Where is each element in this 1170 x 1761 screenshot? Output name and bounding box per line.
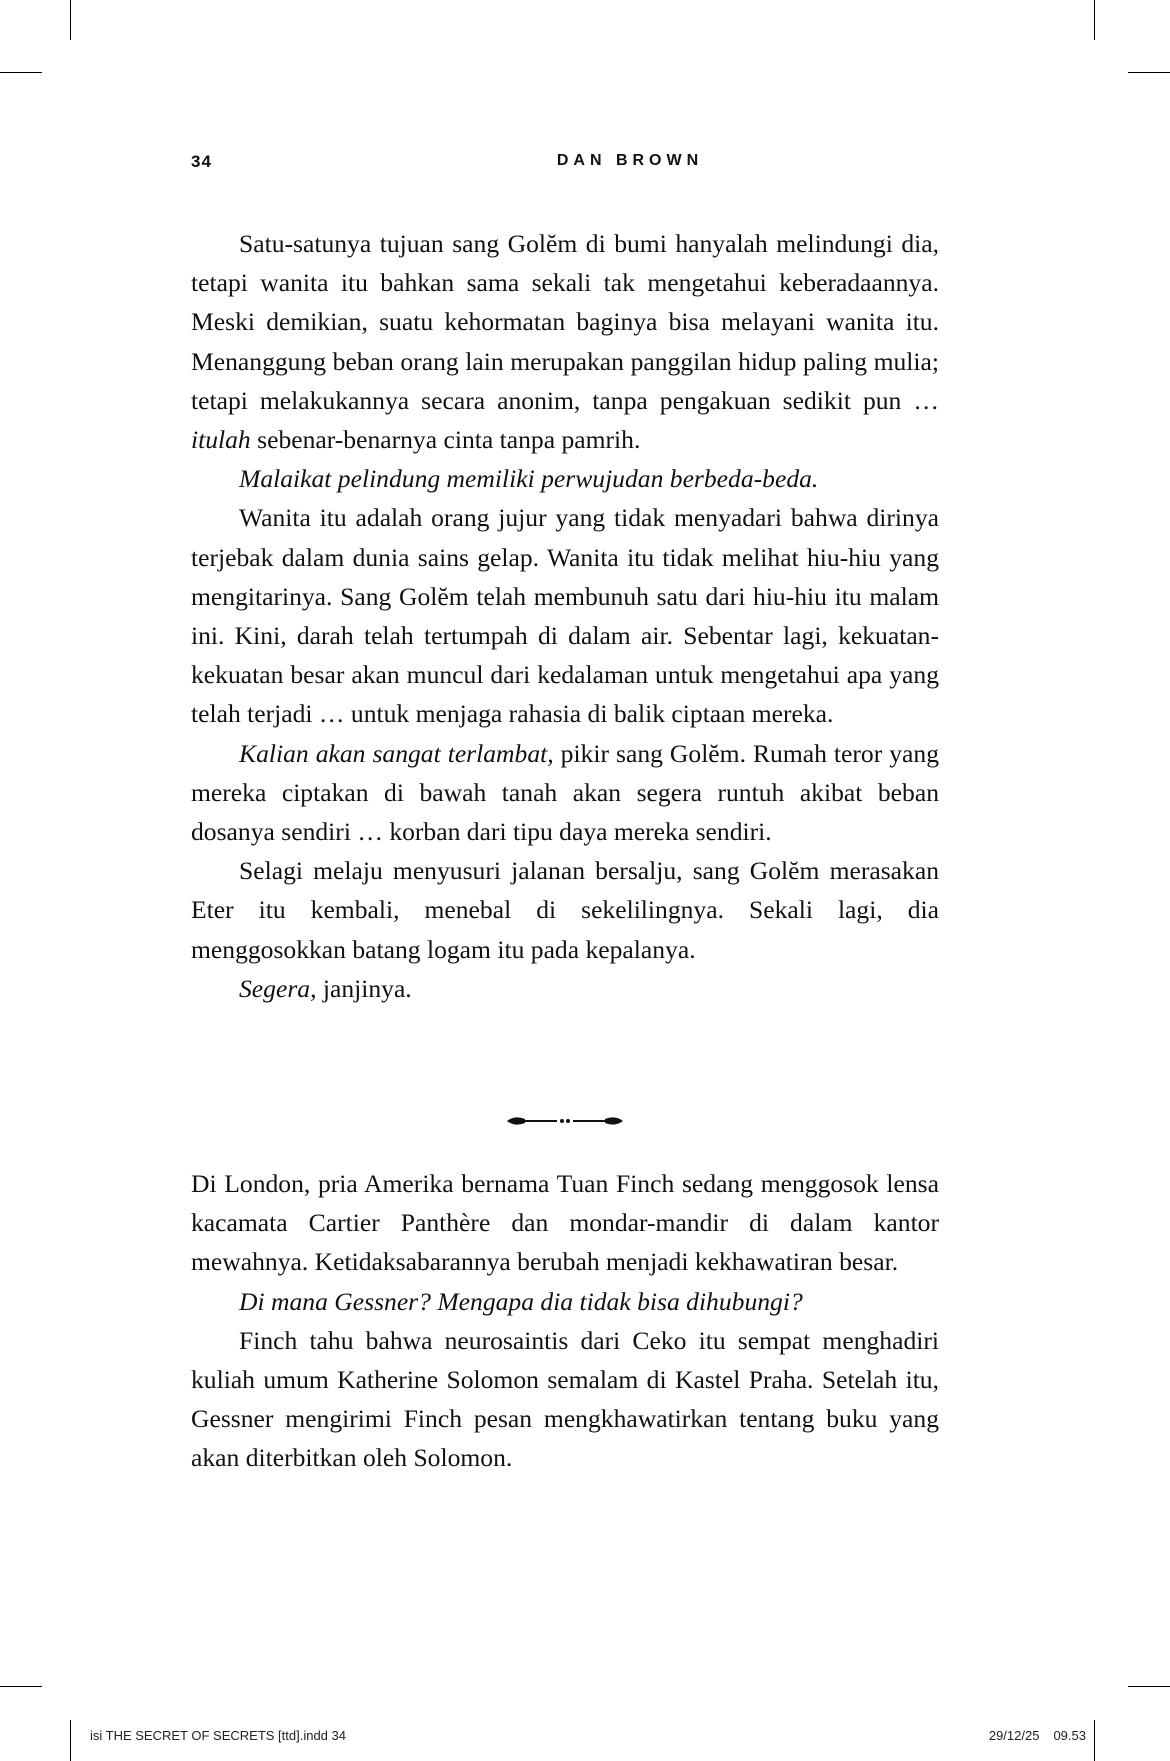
crop-mark-top-left-h: [0, 72, 42, 73]
italic-text: Segera,: [239, 973, 317, 1003]
paragraph: [191, 734, 939, 852]
text-block-london: [191, 1164, 939, 1478]
text-run: Satu-satunya tujuan sang Golĕm di bumi hanyalah melindungi dia, tetapi wanita itu bahkan sama sekali tak mengetahui keberadaannya. Meski demikian, suatu kehormatan baginya bisa melayani wanita itu. Menanggung beban orang lain merupakan panggilan hidup paling mulia; tetapi melakukannya secara anonim, tanpa pengakuan sedikit pun …: [191, 229, 939, 415]
crop-mark-bottom-right-h: [1128, 1686, 1170, 1687]
paragraph: [191, 224, 939, 459]
text-run: Selagi melaju menyusuri jalanan bersalju, sang Golĕm merasakan Eter itu kembali, menebal di sekelilingnya. Sekali lagi, dia menggosokkan batang logam itu pada kepalanya.: [191, 856, 939, 964]
text-run: Finch tahu bahwa neurosaintis dari Ceko itu sempat menghadiri kuliah umum Katherine Solomon semalam di Kastel Praha. Setelah itu, Gessner mengirimi Finch pesan mengkhawatirkan tentang buku yang akan diterbitkan oleh Solomon.: [191, 1325, 939, 1473]
text-run: sebenar-benarnya cinta tanpa pamrih.: [250, 425, 641, 455]
crop-mark-top-right: [1094, 0, 1095, 40]
paragraph: [191, 1282, 939, 1321]
paragraph: [191, 1164, 939, 1282]
italic-text: Kalian akan sangat terlambat,: [239, 738, 554, 768]
paragraph: [191, 969, 939, 1008]
paragraph: [191, 1321, 939, 1478]
crop-mark-bottom-left: [70, 1720, 71, 1761]
slug-timestamp: [989, 1728, 1086, 1743]
italic-text: Malaikat pelindung memiliki perwujudan berbeda-beda.: [239, 464, 819, 494]
paragraph: [191, 459, 939, 498]
crop-mark-top-right-h: [1128, 72, 1170, 73]
paragraph: [191, 498, 939, 733]
crop-mark-top-left: [70, 0, 71, 40]
slug-date: 29/12/25: [988, 1728, 1040, 1743]
running-head: [191, 152, 939, 178]
text-block-golem: [191, 224, 939, 1008]
crop-mark-bottom-right: [1094, 1720, 1095, 1761]
page-number: 34: [191, 152, 212, 171]
slug-time: 09.53: [1053, 1728, 1086, 1743]
section-break-ornament: [505, 1111, 625, 1131]
text-run: Wanita itu adalah orang jujur yang tidak menyadari bahwa dirinya terjebak dalam dunia sains gelap. Wanita itu tidak melihat hiu-hiu yang mengitarinya. Sang Golĕm telah membunuh satu dari hiu-hiu itu malam ini. Kini, darah telah tertumpah di dalam air. Sebentar lagi, kekuatan-kekuatan besar akan muncul dari kedalaman untuk mengetahui apa yang telah terjadi … untuk menjaga rahasia di balik ciptaan mereka.: [191, 503, 939, 729]
crop-mark-bottom-left-h: [0, 1686, 42, 1687]
running-head-author: DAN BROWN: [556, 152, 704, 169]
italic-text: Di mana Gessner? Mengapa dia tidak bisa dihubungi?: [239, 1286, 803, 1316]
text-run: pikir sang Golĕm. Rumah teror yang mereka ciptakan di bawah tanah akan segera runtuh akibat beban dosanya sendiri … korban dari tipu daya mereka sendiri.: [191, 738, 939, 847]
paragraph: [191, 851, 939, 969]
italic-text: itulah: [191, 425, 251, 455]
text-run: janjinya.: [316, 973, 412, 1003]
slug-filename: isi THE SECRET OF SECRETS [ttd].indd 34: [90, 1728, 346, 1743]
text-run: Di London, pria Amerika bernama Tuan Finch sedang menggosok lensa kacamata Cartier Panthère dan mondar-mandir di dalam kantor mewahnya. Ketidaksabarannya berubah menjadi kekhawatiran besar.: [191, 1169, 939, 1277]
